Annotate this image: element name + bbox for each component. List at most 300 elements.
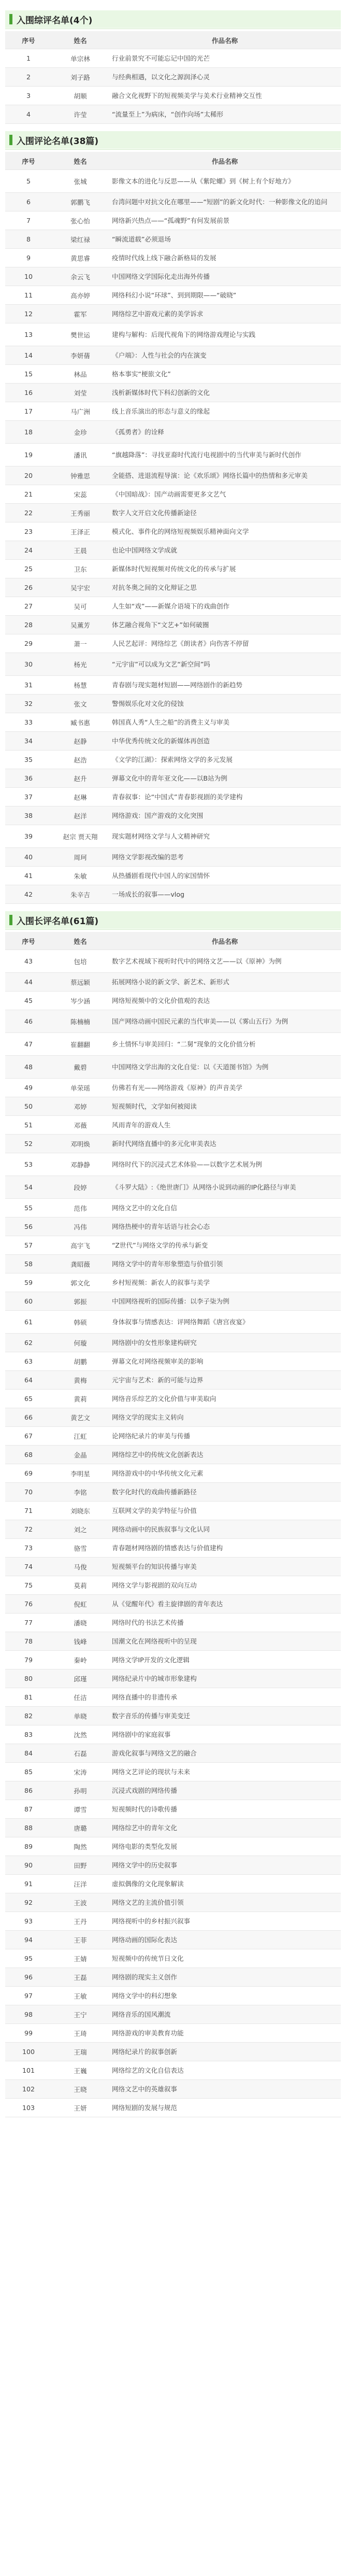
results-table	[5, 932, 341, 2117]
row-number: 3	[5, 87, 52, 105]
table-row	[5, 1311, 341, 1334]
results-table	[5, 31, 341, 124]
table-row	[5, 1558, 341, 1576]
row-work-title: 网络综艺中的青年文化	[109, 1819, 341, 1837]
table-row	[5, 1116, 341, 1135]
row-work-title: 网络文艺的主流价值引领	[109, 1893, 341, 1912]
table-row	[5, 1856, 341, 1875]
row-author-name: 陈楠楠	[52, 1010, 109, 1033]
row-number: 28	[5, 616, 52, 634]
row-author-name: 黄思睿	[52, 249, 109, 267]
table-row	[5, 1949, 341, 1968]
row-number: 24	[5, 541, 52, 560]
row-author-name: 王宁	[52, 2005, 109, 2024]
row-author-name: 臧书惠	[52, 713, 109, 732]
row-number: 7	[5, 211, 52, 230]
table-row	[5, 1725, 341, 1744]
row-number: 65	[5, 1390, 52, 1408]
row-author-name: 莫莉	[52, 1576, 109, 1595]
row-work-title: 网络文艺中的文化自信	[109, 1199, 341, 1218]
table-row	[5, 1236, 341, 1255]
row-author-name: 郭鹏飞	[52, 193, 109, 211]
row-number: 63	[5, 1352, 52, 1371]
row-number: 10	[5, 267, 52, 286]
row-number: 69	[5, 1464, 52, 1483]
row-author-name: 李明星	[52, 1464, 109, 1483]
row-work-title: 网络动画的国际化表达	[109, 1931, 341, 1949]
row-number: 85	[5, 1763, 52, 1781]
row-number: 71	[5, 1502, 52, 1520]
row-work-title: 疫情时代线上线下融合新格局的发展	[109, 249, 341, 267]
row-author-name: 赵琳	[52, 788, 109, 806]
row-author-name: 林品	[52, 365, 109, 384]
table-header-row	[5, 31, 341, 49]
section-title: 入围长评名单(61篇)	[17, 916, 99, 927]
table-row	[5, 732, 341, 751]
row-work-title: 身体叙事与情感表达：评网络舞蹈《唐宫夜宴》	[109, 1311, 341, 1334]
row-author-name: 王琦	[52, 2024, 109, 2043]
row-author-name: 吴可	[52, 597, 109, 616]
table-row	[5, 1744, 341, 1763]
table-row	[5, 676, 341, 695]
row-number: 17	[5, 402, 52, 421]
row-author-name: 卫东	[52, 560, 109, 578]
row-author-name: 杨慧	[52, 676, 109, 695]
row-author-name: 樊世运	[52, 323, 109, 346]
row-author-name: 汪洋	[52, 1875, 109, 1893]
table-row	[5, 597, 341, 616]
row-number: 19	[5, 444, 52, 466]
row-work-title: 短视频中的传统节日文化	[109, 1949, 341, 1968]
table-row	[5, 1408, 341, 1427]
row-work-title: 《斗罗大陆》:《绝世唐门》从网络小说到动画的IP化路径与审美	[109, 1176, 341, 1199]
header-title: 作品名称	[109, 932, 341, 950]
row-author-name: 潘晓	[52, 1613, 109, 1632]
table-row	[5, 211, 341, 230]
table-row	[5, 1273, 341, 1292]
row-number: 23	[5, 522, 52, 541]
row-number: 93	[5, 1912, 52, 1931]
row-number: 52	[5, 1135, 52, 1153]
row-author-name: 刘晓东	[52, 1502, 109, 1520]
table-row	[5, 1837, 341, 1856]
table-row	[5, 466, 341, 485]
row-work-title: 中华优秀传统文化的新媒体再创造	[109, 732, 341, 751]
row-author-name: 单晓	[52, 1707, 109, 1725]
row-author-name: 王泽正	[52, 522, 109, 541]
row-work-title: 仿佛若有光——网络游戏《原神》的声音美学	[109, 1079, 341, 1097]
table-row	[5, 87, 341, 105]
row-number: 31	[5, 676, 52, 695]
row-author-name: 朱敏	[52, 867, 109, 885]
section-header	[5, 911, 341, 929]
row-work-title: 人民艺起评：网络综艺《朗读者》向伤害不停留	[109, 634, 341, 653]
row-author-name: 邓薇	[52, 1116, 109, 1135]
row-number: 49	[5, 1079, 52, 1097]
row-author-name: 金珍	[52, 421, 109, 444]
table-row	[5, 653, 341, 676]
header-name: 姓名	[52, 31, 109, 49]
row-author-name: 梁红禄	[52, 230, 109, 249]
row-author-name: 龚昭薇	[52, 1255, 109, 1273]
row-author-name: 邓静静	[52, 1153, 109, 1176]
row-number: 39	[5, 825, 52, 848]
row-number: 96	[5, 1968, 52, 1987]
table-row	[5, 1010, 341, 1033]
row-work-title: 从热播剧看现代中国人的家国情怀	[109, 867, 341, 885]
row-work-title: 互联网文学的美学特征与价值	[109, 1502, 341, 1520]
row-work-title: 与经典相遇，以文化之源润泽心灵	[109, 68, 341, 87]
row-number: 73	[5, 1539, 52, 1558]
row-number: 6	[5, 193, 52, 211]
table-row	[5, 1371, 341, 1390]
row-work-title: 行业前景究不可能忘记中国的光芒	[109, 49, 341, 68]
row-number: 30	[5, 653, 52, 676]
row-author-name: 王晓	[52, 2080, 109, 2099]
row-number: 81	[5, 1688, 52, 1707]
table-row	[5, 1464, 341, 1483]
table-row	[5, 634, 341, 653]
table-row	[5, 105, 341, 124]
row-author-name: 刘之	[52, 1520, 109, 1539]
row-number: 4	[5, 105, 52, 124]
row-number: 8	[5, 230, 52, 249]
row-work-title: “元宇宙”可以成为文艺“新空间”吗	[109, 653, 341, 676]
table-header-row	[5, 152, 341, 170]
row-work-title: 网络综艺中游戏元素的美学诉求	[109, 305, 341, 323]
row-author-name: 胡顺	[52, 87, 109, 105]
header-title: 作品名称	[109, 31, 341, 49]
row-number: 83	[5, 1725, 52, 1744]
table-row	[5, 267, 341, 286]
row-work-title: 体艺融合视角下“文艺+”如何破圈	[109, 616, 341, 634]
row-work-title: 全能搭、进退流程导演：论《欢乐颂》网络长篇中的热情和多元审美	[109, 466, 341, 485]
row-author-name: 范伟	[52, 1199, 109, 1218]
row-number: 5	[5, 170, 52, 193]
table-row	[5, 2024, 341, 2043]
row-author-name: 马俊	[52, 1558, 109, 1576]
row-author-name: 王婧	[52, 1949, 109, 1968]
row-work-title: 短视频时代的诗歌传播	[109, 1800, 341, 1819]
row-number: 32	[5, 695, 52, 713]
section-title: 入围综评名单(4个)	[17, 15, 93, 26]
row-number: 82	[5, 1707, 52, 1725]
row-work-title: 网络视听中的乡村振兴叙事	[109, 1912, 341, 1931]
row-author-name: 邓婷	[52, 1097, 109, 1116]
table-row	[5, 1483, 341, 1502]
row-work-title: 网络科幻小说“环球”、到到期限——“破晓”	[109, 286, 341, 305]
row-number: 45	[5, 992, 52, 1010]
row-author-name: 包培	[52, 950, 109, 973]
table-row	[5, 1632, 341, 1651]
row-author-name: 江虹	[52, 1427, 109, 1446]
row-work-title: 风雨青年的游戏人生	[109, 1116, 341, 1135]
table-row	[5, 1968, 341, 1987]
row-author-name: 石磊	[52, 1744, 109, 1763]
row-author-name: 段婷	[52, 1176, 109, 1199]
row-work-title: 网络短视频中的文化价值观的表达	[109, 992, 341, 1010]
table-row	[5, 2005, 341, 2024]
row-number: 21	[5, 485, 52, 504]
row-work-title: 警惕娱乐化对文化的侵蚀	[109, 695, 341, 713]
section-title: 入围评论名单(38篇)	[17, 136, 99, 147]
row-author-name: 戴碧	[52, 1056, 109, 1079]
table-row	[5, 1912, 341, 1931]
table-row	[5, 2099, 341, 2117]
section-marker-icon	[9, 915, 12, 925]
row-number: 60	[5, 1292, 52, 1311]
row-work-title: 网络文学IP开发的文化逻辑	[109, 1651, 341, 1669]
header-number: 序号	[5, 152, 52, 170]
row-number: 78	[5, 1632, 52, 1651]
row-number: 89	[5, 1837, 52, 1856]
row-author-name: 谭雪	[52, 1800, 109, 1819]
table-row	[5, 249, 341, 267]
row-author-name: 田野	[52, 1856, 109, 1875]
table-row	[5, 1875, 341, 1893]
row-number: 36	[5, 769, 52, 788]
table-row	[5, 885, 341, 904]
row-work-title: 网络文艺中的英雄叙事	[109, 2080, 341, 2099]
row-work-title: 网络纪录片中的城市形象建构	[109, 1669, 341, 1688]
table-row	[5, 504, 341, 522]
row-work-title: 网络新兴热点——“孤魂野”有何发展前景	[109, 211, 341, 230]
row-work-title: 网络时代下的沉浸式艺术体验——以数字艺术展为例	[109, 1153, 341, 1176]
row-number: 58	[5, 1255, 52, 1273]
row-work-title: 网络文学中的青年形象塑造与价值引领	[109, 1255, 341, 1273]
header-name: 姓名	[52, 932, 109, 950]
row-author-name: 崔翻翻	[52, 1033, 109, 1056]
row-author-name: 倪虹	[52, 1595, 109, 1613]
row-number: 51	[5, 1116, 52, 1135]
table-row	[5, 950, 341, 973]
row-author-name: 李妍蒨	[52, 346, 109, 365]
row-number: 1	[5, 49, 52, 68]
row-author-name: 吴宇宏	[52, 578, 109, 597]
row-number: 72	[5, 1520, 52, 1539]
row-author-name: 郭文化	[52, 1273, 109, 1292]
row-number: 59	[5, 1273, 52, 1292]
row-number: 76	[5, 1595, 52, 1613]
table-header-row	[5, 932, 341, 950]
table-row	[5, 713, 341, 732]
row-work-title: 论网络纪录片的审美与传播	[109, 1427, 341, 1446]
table-row	[5, 402, 341, 421]
row-author-name: 沈然	[52, 1725, 109, 1744]
row-number: 26	[5, 578, 52, 597]
row-number: 64	[5, 1371, 52, 1390]
row-work-title: “旗越降落”：寻找亚裔时代流行电视剧中的当代审美与新时代创作	[109, 444, 341, 466]
row-number: 12	[5, 305, 52, 323]
table-row	[5, 751, 341, 769]
table-row	[5, 1819, 341, 1837]
row-number: 70	[5, 1483, 52, 1502]
table-row	[5, 1669, 341, 1688]
row-work-title: 模式化、事件化的网络短视频娱乐精神面向文学	[109, 522, 341, 541]
table-row	[5, 1800, 341, 1819]
table-row	[5, 1763, 341, 1781]
row-number: 97	[5, 1987, 52, 2005]
row-work-title: 中国网络文学国际化走出海外传播	[109, 267, 341, 286]
row-work-title: 青春题材网络剧的情感表达与价值建构	[109, 1539, 341, 1558]
row-number: 25	[5, 560, 52, 578]
row-number: 79	[5, 1651, 52, 1669]
section-1	[5, 10, 341, 124]
row-author-name: 邓明焕	[52, 1135, 109, 1153]
row-author-name: 张城	[52, 170, 109, 193]
row-author-name: 岑少涵	[52, 992, 109, 1010]
row-work-title: 青春剧与现实题材短剧——网络剧作的新趋势	[109, 676, 341, 695]
row-number: 61	[5, 1311, 52, 1334]
row-work-title: 数字人文开启文化传播新途径	[109, 504, 341, 522]
row-author-name: 周珂	[52, 848, 109, 867]
row-work-title: 数字艺术视域下视听时代中的网络文艺——以《原神》为例	[109, 950, 341, 973]
table-row	[5, 170, 341, 193]
table-row	[5, 1595, 341, 1613]
row-work-title: 台湾问题中对抗文化在哪里——“短剧”的新文化时代：一种影像文化的追问	[109, 193, 341, 211]
table-row	[5, 286, 341, 305]
row-author-name: 刘莹	[52, 384, 109, 402]
row-author-name: 杨光	[52, 653, 109, 676]
row-author-name: 赵宗 贾天翔	[52, 825, 109, 848]
row-author-name: 王丹	[52, 1912, 109, 1931]
table-row	[5, 1502, 341, 1520]
section-marker-icon	[9, 14, 12, 24]
table-row	[5, 578, 341, 597]
row-author-name: 余云飞	[52, 267, 109, 286]
section-header	[5, 131, 341, 149]
row-number: 48	[5, 1056, 52, 1079]
row-author-name: 赵浩	[52, 751, 109, 769]
row-author-name: 李铭	[52, 1483, 109, 1502]
row-number: 101	[5, 2061, 52, 2080]
row-number: 35	[5, 751, 52, 769]
header-name: 姓名	[52, 152, 109, 170]
table-row	[5, 1613, 341, 1632]
row-work-title: 弹幕文化对网络视频审美的影响	[109, 1352, 341, 1371]
row-author-name: 骆雪	[52, 1539, 109, 1558]
row-work-title: 数字音乐的传播与审美变迁	[109, 1707, 341, 1725]
row-number: 50	[5, 1097, 52, 1116]
table-row	[5, 1576, 341, 1595]
row-author-name: 王敏	[52, 1987, 109, 2005]
row-work-title: 乡土情怀与审美回归：“二舅”现象的文化价值分析	[109, 1033, 341, 1056]
row-work-title: 韩国真人秀“人生之船”的消费主义与审美	[109, 713, 341, 732]
row-author-name: 钱峰	[52, 1632, 109, 1651]
row-work-title: 影像文本的进化与反思——从《紫陀螺》到《树上有个好地方》	[109, 170, 341, 193]
row-work-title: 网络游戏：国产游戏的文化突围	[109, 806, 341, 825]
header-number: 序号	[5, 31, 52, 49]
row-number: 100	[5, 2043, 52, 2061]
table-row	[5, 1199, 341, 1218]
row-number: 20	[5, 466, 52, 485]
table-row	[5, 1931, 341, 1949]
row-author-name: 王晨	[52, 541, 109, 560]
table-row	[5, 1427, 341, 1446]
section-marker-icon	[9, 135, 12, 145]
table-row	[5, 616, 341, 634]
section-3	[5, 911, 341, 2117]
table-row	[5, 695, 341, 713]
row-work-title: 国潮文化在网络视听中的呈现	[109, 1632, 341, 1651]
row-number: 62	[5, 1334, 52, 1352]
row-number: 77	[5, 1613, 52, 1632]
table-row	[5, 825, 341, 848]
row-number: 75	[5, 1576, 52, 1595]
row-work-title: 网络电影的类型化发展	[109, 1837, 341, 1856]
row-author-name: 任洁	[52, 1688, 109, 1707]
table-row	[5, 1097, 341, 1116]
row-number: 2	[5, 68, 52, 87]
row-author-name: 宋蕊	[52, 485, 109, 504]
row-number: 99	[5, 2024, 52, 2043]
table-row	[5, 541, 341, 560]
row-number: 91	[5, 1875, 52, 1893]
row-author-name: 宋涛	[52, 1763, 109, 1781]
row-work-title: “流量至上”为病床，“创作向场”太稀形	[109, 105, 341, 124]
row-work-title: 从《觉醒年代》看主旋律剧的青年表达	[109, 1595, 341, 1613]
table-row	[5, 1688, 341, 1707]
row-author-name: 高亦婷	[52, 286, 109, 305]
row-number: 84	[5, 1744, 52, 1763]
row-number: 57	[5, 1236, 52, 1255]
section-2	[5, 131, 341, 904]
row-number: 54	[5, 1176, 52, 1199]
table-row	[5, 305, 341, 323]
row-author-name: 何璇	[52, 1334, 109, 1352]
table-row	[5, 867, 341, 885]
row-number: 90	[5, 1856, 52, 1875]
row-work-title: 游戏化叙事与网络文艺的融合	[109, 1744, 341, 1763]
row-number: 74	[5, 1558, 52, 1576]
table-row	[5, 1539, 341, 1558]
top-bar	[0, 0, 346, 3]
row-number: 9	[5, 249, 52, 267]
row-number: 34	[5, 732, 52, 751]
row-number: 46	[5, 1010, 52, 1033]
row-work-title: 现实题材网络文学与人文精神研究	[109, 825, 341, 848]
table-row	[5, 1176, 341, 1199]
row-work-title: “Z世代”与网络文学的传承与新变	[109, 1236, 341, 1255]
row-number: 27	[5, 597, 52, 616]
row-number: 68	[5, 1446, 52, 1464]
table-row	[5, 485, 341, 504]
row-number: 66	[5, 1408, 52, 1427]
row-work-title: 网络短剧的发展与规范	[109, 2099, 341, 2117]
table-row	[5, 1707, 341, 1725]
row-number: 44	[5, 973, 52, 992]
table-row	[5, 323, 341, 346]
row-author-name: 金晶	[52, 1446, 109, 1464]
row-number: 55	[5, 1199, 52, 1218]
row-author-name: 赵洋	[52, 806, 109, 825]
row-number: 37	[5, 788, 52, 806]
row-number: 38	[5, 806, 52, 825]
table-row	[5, 1056, 341, 1079]
row-work-title: 青春叙事：论“中国式”青春影视剧的美学建构	[109, 788, 341, 806]
row-work-title: 网络综艺中的传统文化创新表达	[109, 1446, 341, 1464]
table-row	[5, 1153, 341, 1176]
row-number: 43	[5, 950, 52, 973]
table-row	[5, 346, 341, 365]
table-row	[5, 1334, 341, 1352]
row-work-title: 也论中国网络文学成就	[109, 541, 341, 560]
table-row	[5, 421, 341, 444]
row-author-name: 钟雅思	[52, 466, 109, 485]
row-work-title: 网络剧中的女性形象建构研究	[109, 1334, 341, 1352]
row-work-title: 虚拟偶像的文化现象解读	[109, 1875, 341, 1893]
row-work-title: 浅析新媒体时代下科幻创新的文化	[109, 384, 341, 402]
